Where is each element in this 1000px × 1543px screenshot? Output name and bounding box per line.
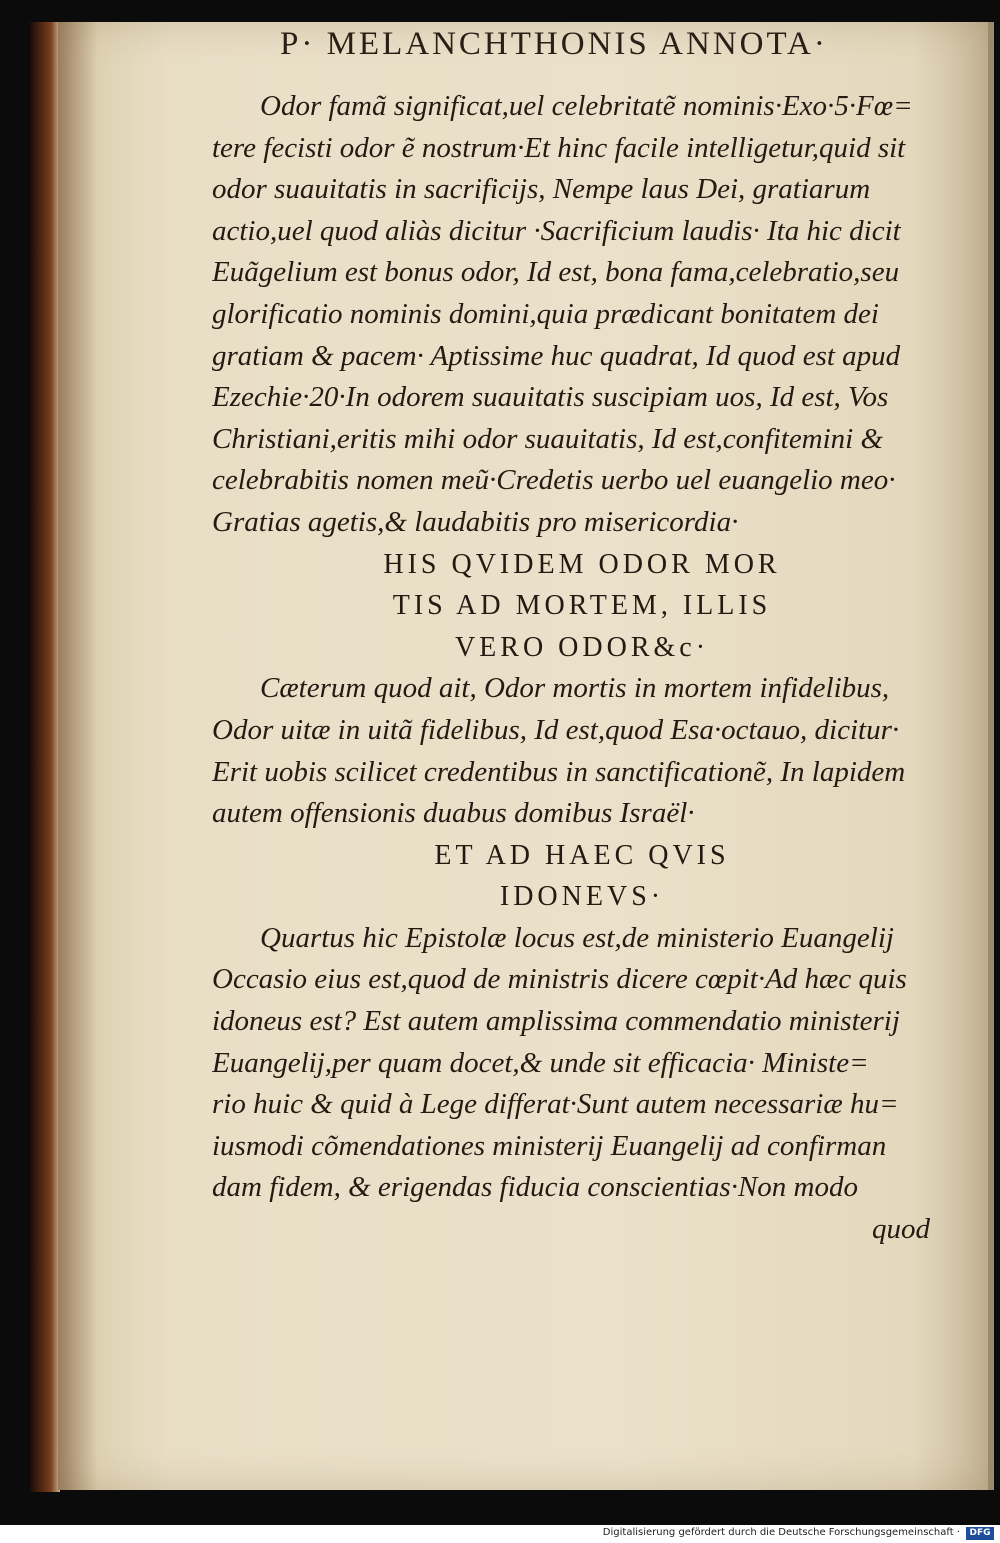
text-line: Occasio eius est,quod de ministris dicere cœpit·Ad hæc quis bbox=[212, 963, 907, 996]
text-line: odor suauitatis in sacrificijs, Nempe laus Dei, gratiarum bbox=[212, 173, 871, 206]
text-line: Ezechie·20·In odorem suauitatis suscipiam uos, Id est, Vos bbox=[212, 381, 889, 414]
text-line: glorificatio nominis domini,quia prædicant bonitatem dei bbox=[212, 297, 879, 330]
section-heading: HIS QVIDEM ODOR MOR bbox=[383, 548, 781, 580]
text-line: tere fecisti odor ẽ nostrum·Et hinc facile intelligetur,quid sit bbox=[212, 131, 906, 164]
main-text-block bbox=[212, 86, 952, 1251]
text-line: Odor uitæ in uitã fidelibus, Id est,quod Esa·octauo, dicitur· bbox=[212, 713, 900, 746]
text-line: Euãgelium est bonus odor, Id est, bona fama,celebratio,seu bbox=[212, 256, 900, 289]
text-line: dam fidem, & erigendas fiducia conscientias·Non modo bbox=[212, 1171, 858, 1204]
text-line: Cæterum quod ait, Odor mortis in mortem infidelibus, bbox=[260, 672, 890, 705]
section-heading: ET AD HAEC QVIS bbox=[434, 839, 730, 871]
book-binding-edge bbox=[30, 22, 60, 1492]
text-line: actio,uel quod aliàs dicitur ·Sacrificium laudis· Ita hic dicit bbox=[212, 214, 901, 247]
text-line: idoneus est? Est autem amplissima commendatio ministerij bbox=[212, 1005, 900, 1038]
gutter-shadow bbox=[58, 22, 98, 1490]
section-heading: VERO ODOR&c· bbox=[454, 631, 710, 663]
footer-bar bbox=[0, 1525, 1000, 1543]
text-line: celebrabitis nomen meũ·Credetis uerbo uel euangelio meo· bbox=[212, 464, 896, 497]
text-line: iusmodi cõmendationes ministerij Euangelij ad confirman bbox=[212, 1129, 887, 1162]
text-line: Christiani,eritis mihi odor suauitatis, Id est,confitemini & bbox=[212, 422, 884, 455]
text-line: Odor famã significat,uel celebritatẽ nominis·Exo·5·Fœ= bbox=[260, 90, 913, 122]
funding-credit: Digitalisierung gefördert durch die Deutsche Forschungsgemeinschaft · bbox=[602, 1527, 960, 1538]
dfg-logo: DFG bbox=[966, 1527, 994, 1540]
section-heading: TIS AD MORTEM, ILLIS bbox=[392, 590, 772, 622]
running-head: P· MELANCHTHONIS ANNOTA· bbox=[280, 26, 828, 62]
section-heading: IDONEVS· bbox=[499, 881, 665, 913]
text-line: Gratias agetis,& laudabitis pro misericordia· bbox=[212, 505, 739, 538]
text-line: Quartus hic Epistolæ locus est,de ministerio Euangelij bbox=[260, 921, 894, 954]
text-line: gratiam & pacem· Aptissime huc quadrat, Id quod est apud bbox=[212, 339, 901, 372]
catchword: quod bbox=[872, 1213, 930, 1246]
text-line: rio huic & quid à Lege differat·Sunt autem necessariæ hu= bbox=[212, 1088, 899, 1121]
text-line: Erit uobis scilicet credentibus in sanctificationẽ, In lapidem bbox=[212, 755, 906, 788]
text-line: autem offensionis duabus domibus Israël· bbox=[212, 797, 695, 830]
text-line: Euangelij,per quam docet,& unde sit efficacia· Ministe= bbox=[212, 1046, 869, 1079]
